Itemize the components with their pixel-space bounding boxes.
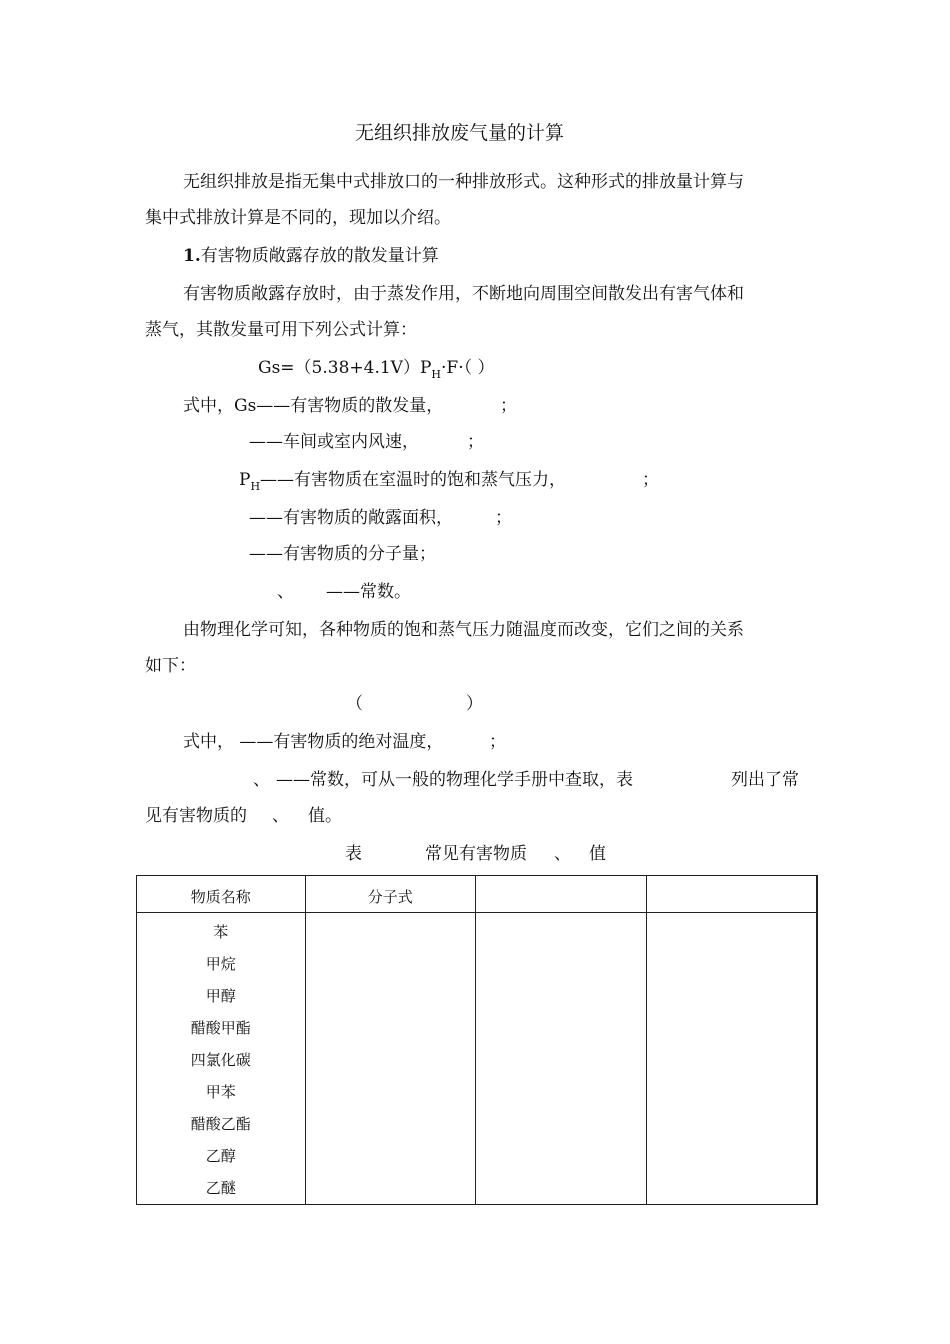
def-ab-sep: 、 [253,770,270,790]
b-value-column [646,913,817,1205]
table-caption-label: 表 [345,844,362,864]
substance-name: 四氯化碳 [190,1051,251,1069]
def-const: ——常数。 [326,582,411,602]
table-caption-text: 常见有害物质 [425,844,527,864]
header-col3 [476,876,646,913]
def-m: ——有害物质的分子量； [249,544,436,564]
header-name: 物质名称 [137,876,306,913]
substance-name: 甲烷 [205,955,236,973]
substance-name: 乙醇 [205,1147,236,1165]
def-ph [239,470,567,493]
substance-name: 甲苯 [205,1083,236,1101]
substance-name: 乙醚 [205,1179,236,1197]
def-values-sep: 、 [272,806,289,826]
def-ph-tail: ； [642,470,659,490]
intro-line-2: 集中式排放计算是不同的，现加以介绍。 [145,208,451,228]
table-caption-sep: 、 [554,844,571,864]
formula-2-open: （ [346,694,363,714]
para2-line-1: 由物理化学可知，各种物质的饱和蒸气压力随温度而改变，它们之间的关系 [183,620,744,640]
def-t-tail: ； [489,732,506,752]
def-ph-symbol: P [239,470,251,490]
substance-name: 醋酸乙酯 [190,1115,251,1133]
def-ph-text: ——有害物质在室温时的饱和蒸气压力， [260,470,567,490]
formula-column [305,913,476,1205]
def-gs: 式中，Gs——有害物质的散发量， [183,396,444,416]
def-v: ——车间或室内风速， [249,432,419,452]
section-number: 1. [183,246,201,266]
formula-1-right: ·F·（ ） [441,358,495,378]
def-v-tail: ； [467,432,484,452]
header-col4 [646,876,817,913]
formula-2-close: ） [466,694,483,714]
table-caption-tail: 值 [589,844,606,864]
header-formula: 分子式 [305,876,476,913]
table-header-row [137,876,818,913]
table-body-row [137,913,818,1205]
def-ph-subscript: H [250,480,261,493]
def-values-tail: 值。 [308,806,342,826]
substance-name-column [137,913,306,1205]
formula-1-subscript: H [431,368,441,381]
def-t: 式中， ——有害物质的绝对温度， [183,732,444,752]
substance-name: 甲醇 [205,987,236,1005]
def-f: ——有害物质的敞露面积， [249,508,453,528]
intro-line-1: 无组织排放是指无集中式排放口的一种排放形式。这种形式的排放量计算与 [183,172,744,192]
def-const-sep: 、 [277,582,294,602]
para1-line-2: 蒸气，其散发量可用下列公式计算： [145,320,417,340]
para1-line-1: 有害物质敞露存放时，由于蒸发作用，不断地向周围空间散发出有害气体和 [183,284,744,304]
para2-line-2: 如下： [145,656,196,676]
section-heading-text: 有害物质敞露存放的散发量计算 [200,246,439,266]
def-ab: ——常数，可从一般的物理化学手册中查取，表 [276,770,633,790]
substance-name: 醋酸甲酯 [190,1019,251,1037]
section-1-heading [183,248,439,265]
def-values-line: 见有害物质的 [145,806,247,826]
substance-name: 苯 [213,923,229,941]
def-f-tail: ； [495,508,512,528]
page-title: 无组织排放废气量的计算 [355,122,565,144]
a-value-column [476,913,646,1205]
formula-1 [258,358,495,381]
def-ab-tail: 列出了常 [731,770,799,790]
def-gs-tail: ； [500,396,517,416]
substance-table [136,875,818,1205]
formula-1-left: Gs=（5.38+4.1V）P [258,358,432,378]
